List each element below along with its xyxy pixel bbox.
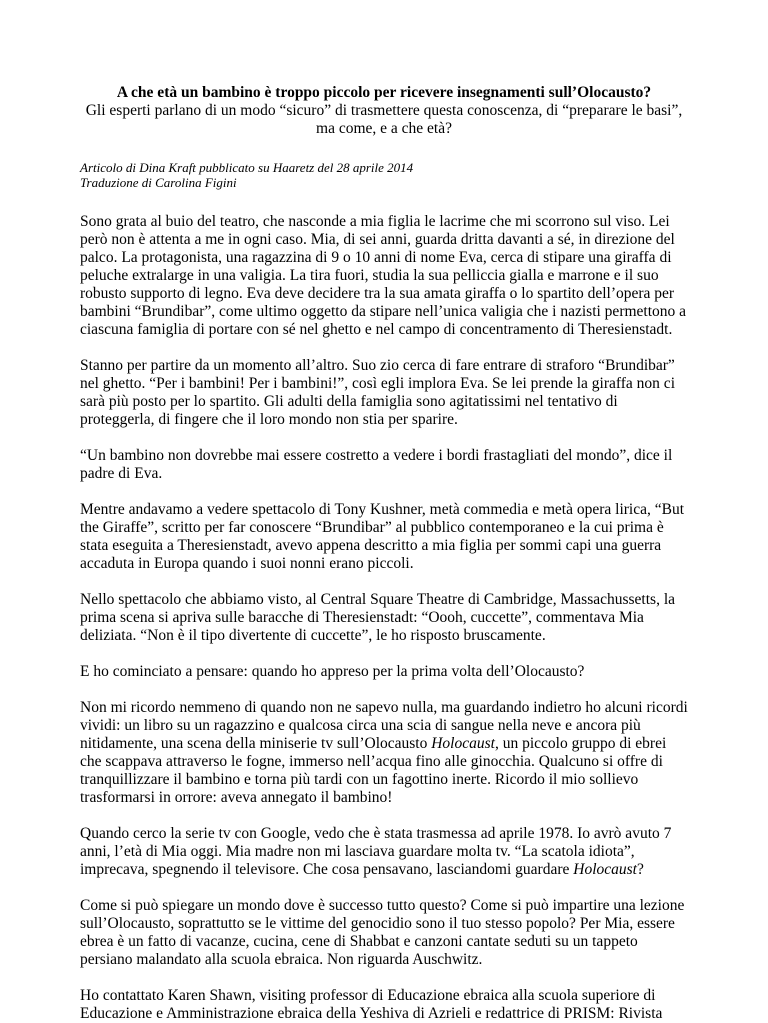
paragraph: “Un bambino non dovrebbe mai essere costretto a vedere i bordi frastagliati del mondo”, dice il padre di Eva. bbox=[80, 447, 673, 482]
paragraph: Mentre andavamo a vedere spettacolo di Tony Kushner, metà commedia e metà opera lirica, “But the Giraffe”, scritto per far conoscere “Brundibar” al pubblico contemporaneo e la cui prima è stata eseguita a Theresienstadt, avevo appena descritto a mia figlia per sommi capi una guerra accaduta in Europa quando i suoi nonni erano piccoli. bbox=[80, 501, 685, 572]
article-credits bbox=[80, 160, 688, 190]
paragraph-text: Non mi ricordo nemmeno di quando non ne sapevo nulla, ma guardando indietro ho alcuni ricordi vividi: un libro su un ragazzino e qualcosa circa una scia di sangue nella neve e ancora più nitidamente, una scena della miniserie tv sull’Olocausto bbox=[80, 699, 688, 752]
paragraph: Nello spettacolo che abbiamo visto, al Central Square Theatre di Cambridge, Massachussetts, la prima scena si apriva sulle baracche di Theresienstadt: “Oooh, cuccette”, commentava Mia deliziata. “Non è il tipo divertente di cuccette”, le ho risposto bruscamente. bbox=[80, 591, 676, 644]
paragraph-text: ? bbox=[636, 861, 644, 878]
paragraph-text: , un piccolo gruppo di ebrei che scappava attraverso le fogne, immerso nell’acqua fino alle ginocchia. Qualcuno si offre di tranquillizzare il bambino e torna più tardi con un fagottino inerte. Ricordo il mio sollievo trasformarsi in orrore: aveva annegato il bambino! bbox=[80, 735, 667, 806]
paragraph-text: Quando cerco la serie tv con Google, vedo che è stata trasmessa ad aprile 1978. Io avrò avuto 7 anni, l’età di Mia oggi. Mia madre non mi lasciava guardare molta tv. “La scatola idiota”, imprecava, spegnendo il televisore. Che cosa pensavano, lasciandomi guardare bbox=[80, 825, 672, 878]
article-title: A che età un bambino è troppo piccolo per ricevere insegnamenti sull’Olocausto? bbox=[116, 84, 652, 101]
series-title: Holocaust bbox=[573, 861, 637, 878]
byline: Articolo di Dina Kraft pubblicato su Haaretz del 28 aprile 2014 bbox=[80, 160, 414, 175]
paragraph: Come si può spiegare un mondo dove è successo tutto questo? Come si può impartire una lezione sull’Olocausto, soprattutto se le vittime del genocidio sono il tuo stesso popolo? Per Mia, essere ebrea è un fatto di vacanze, cucina, cene di Shabbat e canzoni cantate seduti su un tappeto persiano malandato alla scuola ebraica. Non riguarda Auschwitz. bbox=[80, 897, 685, 968]
article-subtitle: Gli esperti parlano di un modo “sicuro” di trasmettere questa conoscenza, di “preparare le basi”, ma come, e a che età? bbox=[85, 102, 683, 137]
paragraph bbox=[80, 699, 688, 807]
paragraph: E ho cominciato a pensare: quando ho appreso per la prima volta dell’Olocausto? bbox=[80, 663, 585, 680]
paragraph: Ho contattato Karen Shawn, visiting professor di Educazione ebraica alla scuola superiore di Educazione e Amministrazione ebraica della Yeshiva di Azrieli e redattrice di PRISM: Rivista bbox=[80, 987, 663, 1022]
paragraph: Stanno per partire da un momento all’altro. Suo zio cerca di fare entrare di straforo “Brundibar” nel ghetto. “Per i bambini! Per i bambini!”, così egli implora Eva. Se lei prende la giraffa non ci sarà più posto per lo spartito. Gli adulti della famiglia sono agitatissimi nel tentativo di proteggerla, di fingere che il loro mondo non stia per sparire. bbox=[80, 357, 675, 428]
translator-credit: Traduzione di Carolina Figini bbox=[80, 175, 237, 190]
paragraph: Sono grata al buio del teatro, che nasconde a mia figlia le lacrime che mi scorrono sul viso. Lei però non è attenta a me in ogni caso. Mia, di sei anni, guarda dritta davanti a sé, in direzione del palco. La protagonista, una ragazzina di 9 o 10 anni di nome Eva, cerca di stipare una giraffa di peluche extralarge in una valigia. La tira fuori, studia la sua pelliccia gialla e marrone e il suo robusto supporto di legno. Eva deve decidere tra la sua amata giraffa o lo spartito dell’opera per bambini “Brundibar”, come ultimo oggetto da stipare nell’unica valigia che i nazisti permettono a ciascuna famiglia di portare con sé nel ghetto e nel campo di concentramento di Theresienstadt. bbox=[80, 213, 687, 338]
paragraph bbox=[80, 825, 688, 879]
series-title: Holocaust bbox=[431, 735, 495, 752]
